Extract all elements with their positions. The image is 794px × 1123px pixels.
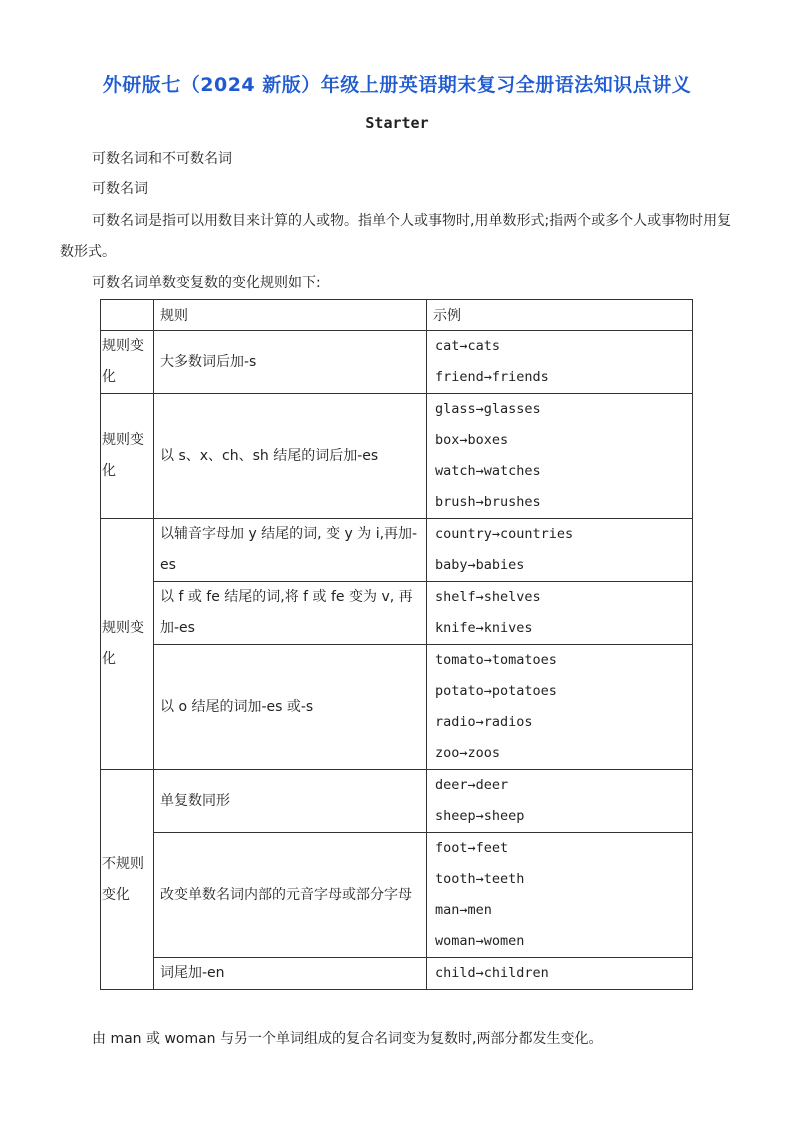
- example-item: child→children: [435, 965, 549, 981]
- category-cell: 不规则变化: [101, 770, 154, 990]
- example-item: man→men: [435, 902, 492, 918]
- paragraph-table-intro: 可数名词单数变复数的变化规则如下:: [92, 275, 321, 291]
- example-item: woman→women: [435, 933, 525, 949]
- example-item: tomato→tomatoes: [435, 652, 557, 668]
- category-cell: 规则变化: [101, 394, 154, 519]
- example-item: potato→potatoes: [435, 683, 557, 699]
- rule-cell: 词尾加-en: [154, 958, 427, 990]
- example-item: baby→babies: [435, 557, 525, 573]
- table-row: [101, 331, 693, 394]
- example-item: box→boxes: [435, 432, 509, 448]
- category-cell: 规则变化: [101, 331, 154, 394]
- table-row: [101, 582, 693, 645]
- table-row: [101, 833, 693, 958]
- table-row: [101, 645, 693, 770]
- paragraph-definition: 可数名词是指可以用数目来计算的人或物。指单个人或事物时,用单数形式;指两个或多个人或事物时用复数形式。: [60, 213, 732, 260]
- rule-cell: 以 f 或 fe 结尾的词,将 f 或 fe 变为 v, 再加-es: [154, 582, 427, 645]
- table-row: [101, 770, 693, 833]
- example-item: shelf→shelves: [435, 589, 541, 605]
- rule-cell: 大多数词后加-s: [154, 331, 427, 394]
- table-row: [101, 519, 693, 582]
- example-item: knife→knives: [435, 620, 533, 636]
- page-title: 外研版七（2024 新版）年级上册英语期末复习全册语法知识点讲义: [102, 74, 692, 96]
- paragraph-compound-note: 由 man 或 woman 与另一个单词组成的复合名词变为复数时,两部分都发生变化。: [92, 1031, 603, 1047]
- example-cell: [427, 394, 693, 519]
- example-cell: [427, 958, 693, 990]
- table-header-cell: 规则: [154, 300, 427, 331]
- example-item: glass→glasses: [435, 401, 541, 417]
- example-cell: [427, 331, 693, 394]
- example-item: cat→cats: [435, 338, 501, 354]
- table-row: [101, 394, 693, 519]
- section-title: Starter: [365, 114, 429, 132]
- paragraph-subtopic: 可数名词: [92, 181, 148, 197]
- example-item: sheep→sheep: [435, 808, 525, 824]
- rule-cell: 改变单数名词内部的元音字母或部分字母: [154, 833, 427, 958]
- example-item: deer→deer: [435, 777, 509, 793]
- table-row: [101, 958, 693, 990]
- table-header-cell: [101, 300, 154, 331]
- paragraph-topic: 可数名词和不可数名词: [92, 151, 232, 167]
- example-item: watch→watches: [435, 463, 541, 479]
- table-body: [101, 300, 693, 990]
- example-cell: [427, 645, 693, 770]
- example-item: friend→friends: [435, 369, 549, 385]
- example-item: tooth→teeth: [435, 871, 525, 887]
- example-item: foot→feet: [435, 840, 509, 856]
- table-header-cell: 示例: [427, 300, 693, 331]
- rule-cell: 以辅音字母加 y 结尾的词, 变 y 为 i,再加-es: [154, 519, 427, 582]
- plural-rules-table: [100, 299, 693, 990]
- example-cell: [427, 519, 693, 582]
- table-header-row: [101, 300, 693, 331]
- example-item: radio→radios: [435, 714, 533, 730]
- rule-cell: 以 s、x、ch、sh 结尾的词后加-es: [154, 394, 427, 519]
- example-cell: [427, 833, 693, 958]
- example-item: zoo→zoos: [435, 745, 501, 761]
- example-cell: [427, 770, 693, 833]
- example-item: brush→brushes: [435, 494, 541, 510]
- category-cell: 规则变化: [101, 519, 154, 770]
- example-item: country→countries: [435, 526, 574, 542]
- rule-cell: 以 o 结尾的词加-es 或-s: [154, 645, 427, 770]
- example-cell: [427, 582, 693, 645]
- rule-cell: 单复数同形: [154, 770, 427, 833]
